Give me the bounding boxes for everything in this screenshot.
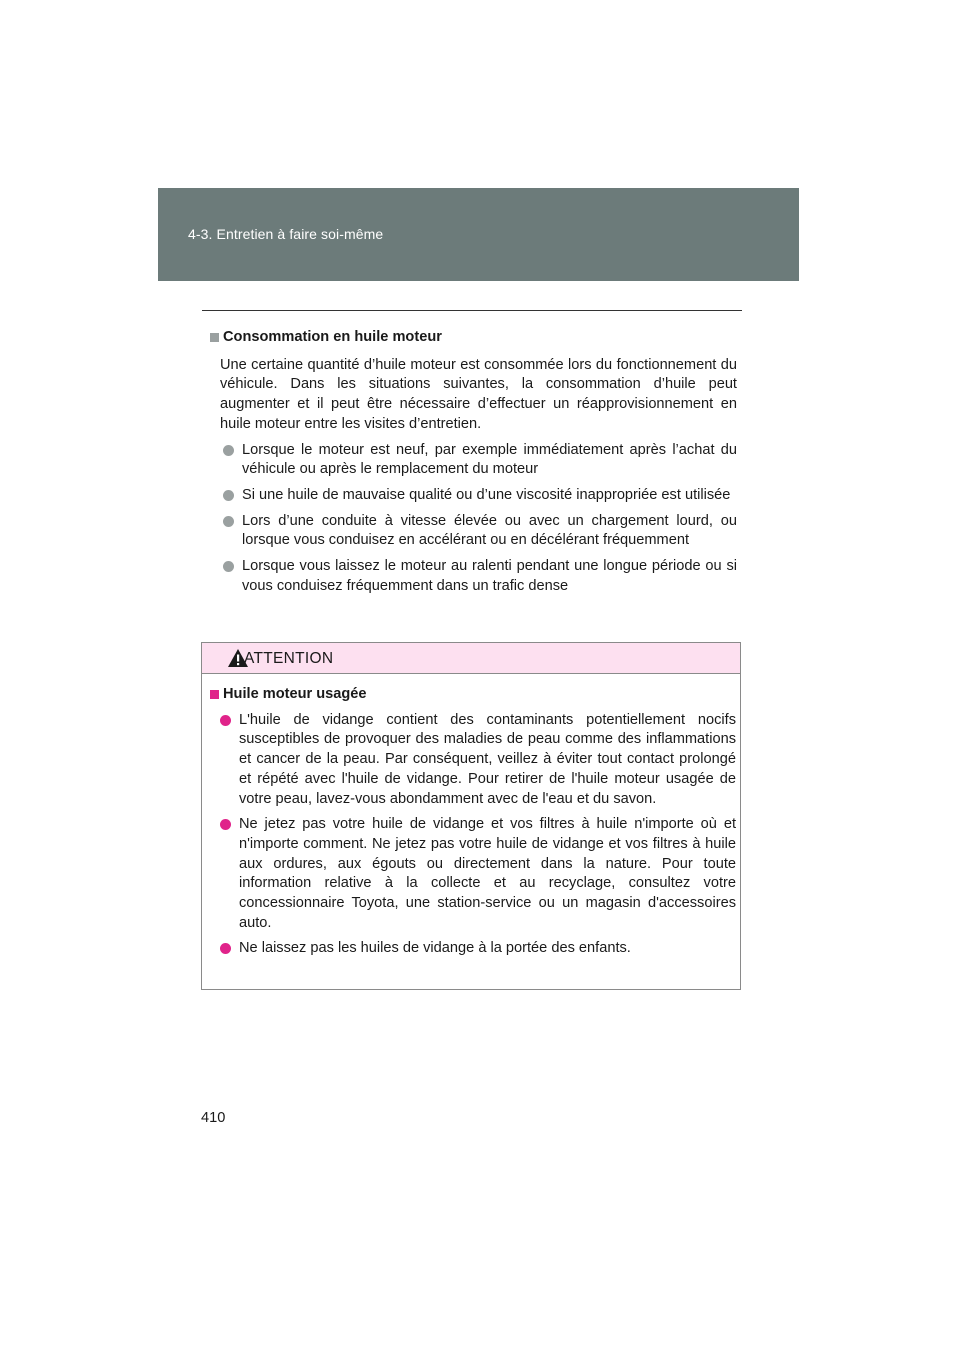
square-bullet-icon <box>210 333 219 342</box>
circle-bullet-icon <box>220 943 231 954</box>
divider <box>202 310 742 311</box>
circle-bullet-icon <box>220 715 231 726</box>
section-title: 4-3. Entretien à faire soi-même <box>188 226 384 242</box>
section-heading <box>210 328 737 348</box>
consumption-section <box>210 328 737 596</box>
list-item-text: L'huile de vidange contient des contaminants potentiellement nocifs susceptibles de provoquer des maladies de peau comme des inflammations et cancer de la peau. Par conséquent, veillez à éviter tout contact prolongé et répété avec l'huile de vidange. Pour retirer de l'huile moteur usagée de votre peau, lavez-vous abondamment avec de l'eau et du savon. <box>239 711 736 807</box>
warning-box <box>201 642 741 990</box>
warning-body <box>210 685 736 959</box>
warning-heading <box>210 685 736 705</box>
page-number: 410 <box>201 1110 226 1126</box>
heading-text: Huile moteur usagée <box>223 686 367 702</box>
list-item-text: Lorsque le moteur est neuf, par exemple immédiatement après l’achat du véhicule ou après le remplacement du moteur <box>242 441 737 478</box>
heading-text: Consommation en huile moteur <box>223 329 442 345</box>
list-item-text: Si une huile de mauvaise qualité ou d’une viscosité inappropriée est utilisée <box>242 486 731 503</box>
warning-header <box>202 643 740 674</box>
list-item <box>216 939 736 959</box>
list-item <box>220 441 737 480</box>
warning-list <box>216 711 736 959</box>
circle-bullet-icon <box>223 445 234 456</box>
header-band <box>158 188 799 281</box>
list-item-text: Lors d’une conduite à vitesse élevée ou avec un chargement lourd, ou lorsque vous conduisez en accélérant ou en décélérant fréquemment <box>242 512 737 549</box>
list-item <box>220 486 737 506</box>
circle-bullet-icon <box>220 819 231 830</box>
circle-bullet-icon <box>223 490 234 501</box>
list-item <box>220 512 737 551</box>
intro-paragraph: Une certaine quantité d’huile moteur est consommée lors du fonctionnement du véhicule. Dans les situations suivantes, la consommation d’huile peut augmenter et il peut être nécessaire d’effectuer un réapprovisionnement en huile moteur entre les visites d’entretien. <box>220 356 737 432</box>
list-item <box>220 557 737 596</box>
list-item-text: Ne laissez pas les huiles de vidange à la portée des enfants. <box>239 940 631 957</box>
list-item <box>216 815 736 933</box>
warning-title: ATTENTION <box>244 650 334 667</box>
list-item <box>216 711 736 810</box>
circle-bullet-icon <box>223 561 234 572</box>
list-item-text: Ne jetez pas votre huile de vidange et vos filtres à huile n'importe où et n'importe comment. Ne jetez pas votre huile de vidange et vos filtres à huile aux ordures, aux égouts ou directement dans la nature. Pour toute information relative à la collecte et au recyclage, consultez votre concessionnaire Toyota, une station-service ou un magasin d'accessoires auto. <box>239 816 736 931</box>
square-bullet-icon <box>210 690 219 699</box>
circle-bullet-icon <box>223 516 234 527</box>
condition-list <box>220 441 737 597</box>
list-item-text: Lorsque vous laissez le moteur au ralenti pendant une longue période ou si vous conduisez fréquemment dans un trafic dense <box>242 558 737 594</box>
